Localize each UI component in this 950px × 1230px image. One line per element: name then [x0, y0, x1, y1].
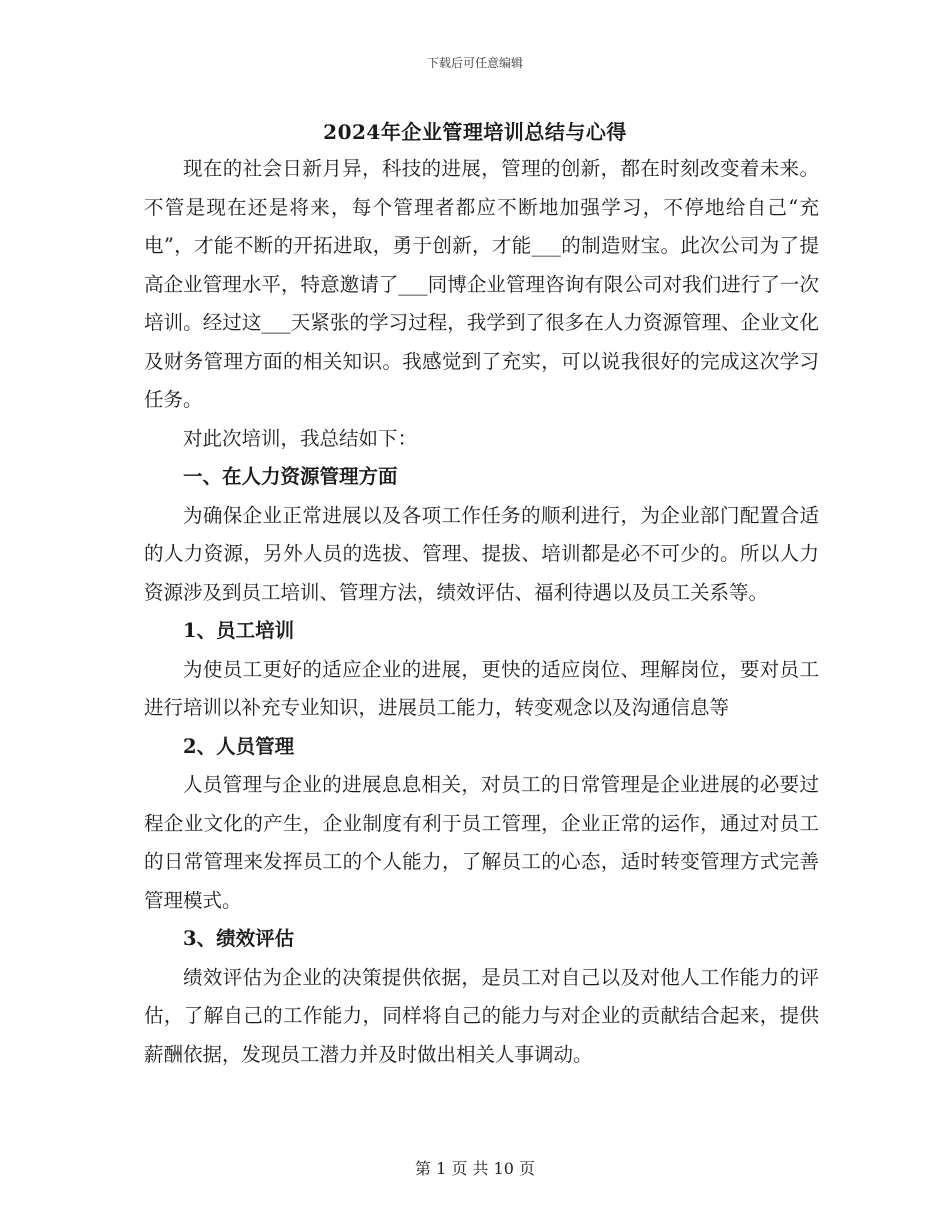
subsection-paragraph-performance: 绩效评估为企业的决策提供依据，是员工对自己以及对他人工作能力的评估，了解自己的工作能力，同样将自己的能力与对企业的贡献结合起来，提供薪酬依据，发现员工潜力并及时做出相关人事调动。 [144, 965, 819, 1066]
subsection-heading-training: 1、员工培训 [183, 619, 295, 642]
subsection-heading-performance: 3、绩效评估 [183, 927, 295, 950]
section-paragraph-hr: 为确保企业正常进展以及各项工作任务的顺利进行，为企业部门配置合适的人力资源，另外人员的选拔、管理、提拔、培训都是必不可少的。所以人力资源涉及到员工培训、管理方法，绩效评估、福利待遇以及员工关系等。 [144, 503, 819, 604]
section-heading-hr: 一、在人力资源管理方面 [183, 465, 398, 488]
intro-paragraph: 现在的社会日新月异，科技的进展，管理的创新，都在时刻改变着未来。不管是现在还是将来，每个管理者都应不断地加强学习，不停地给自己“充电”，才能不断的开拓进取，勇于创新，才能___的制造财宝。此次公司为了提高企业管理水平，特意邀请了___同博企业管理咨询有限公司对我们进行了一次培训。经过这___天紧张的学习过程，我学到了很多在人力资源管理、企业文化及财务管理方面的相关知识。我感觉到了充实，可以说我很好的完成这次学习任务。 [144, 157, 819, 411]
subsection-paragraph-personnel: 人员管理与企业的进展息息相关，对员工的日常管理是企业进展的必要过程企业文化的产生，企业制度有利于员工管理，企业正常的运作，通过对员工的日常管理来发挥员工的个人能力，了解员工的心态，适时转变管理方式完善管理模式。 [144, 773, 819, 912]
document-body [144, 150, 819, 1074]
page-number: 第 1 页 共 10 页 [415, 1159, 535, 1178]
header-note: 下载后可任意编辑 [426, 56, 523, 70]
subsection-paragraph-training: 为使员工更好的适应企业的进展，更快的适应岗位、理解岗位，要对员工进行培训以补充专业知识，进展员工能力，转变观念以及沟通信息等 [144, 657, 819, 719]
document-title: 2024年企业管理培训总结与心得 [323, 120, 627, 144]
subsection-heading-personnel: 2、人员管理 [183, 734, 295, 758]
summary-lead: 对此次培训，我总结如下： [183, 426, 418, 450]
